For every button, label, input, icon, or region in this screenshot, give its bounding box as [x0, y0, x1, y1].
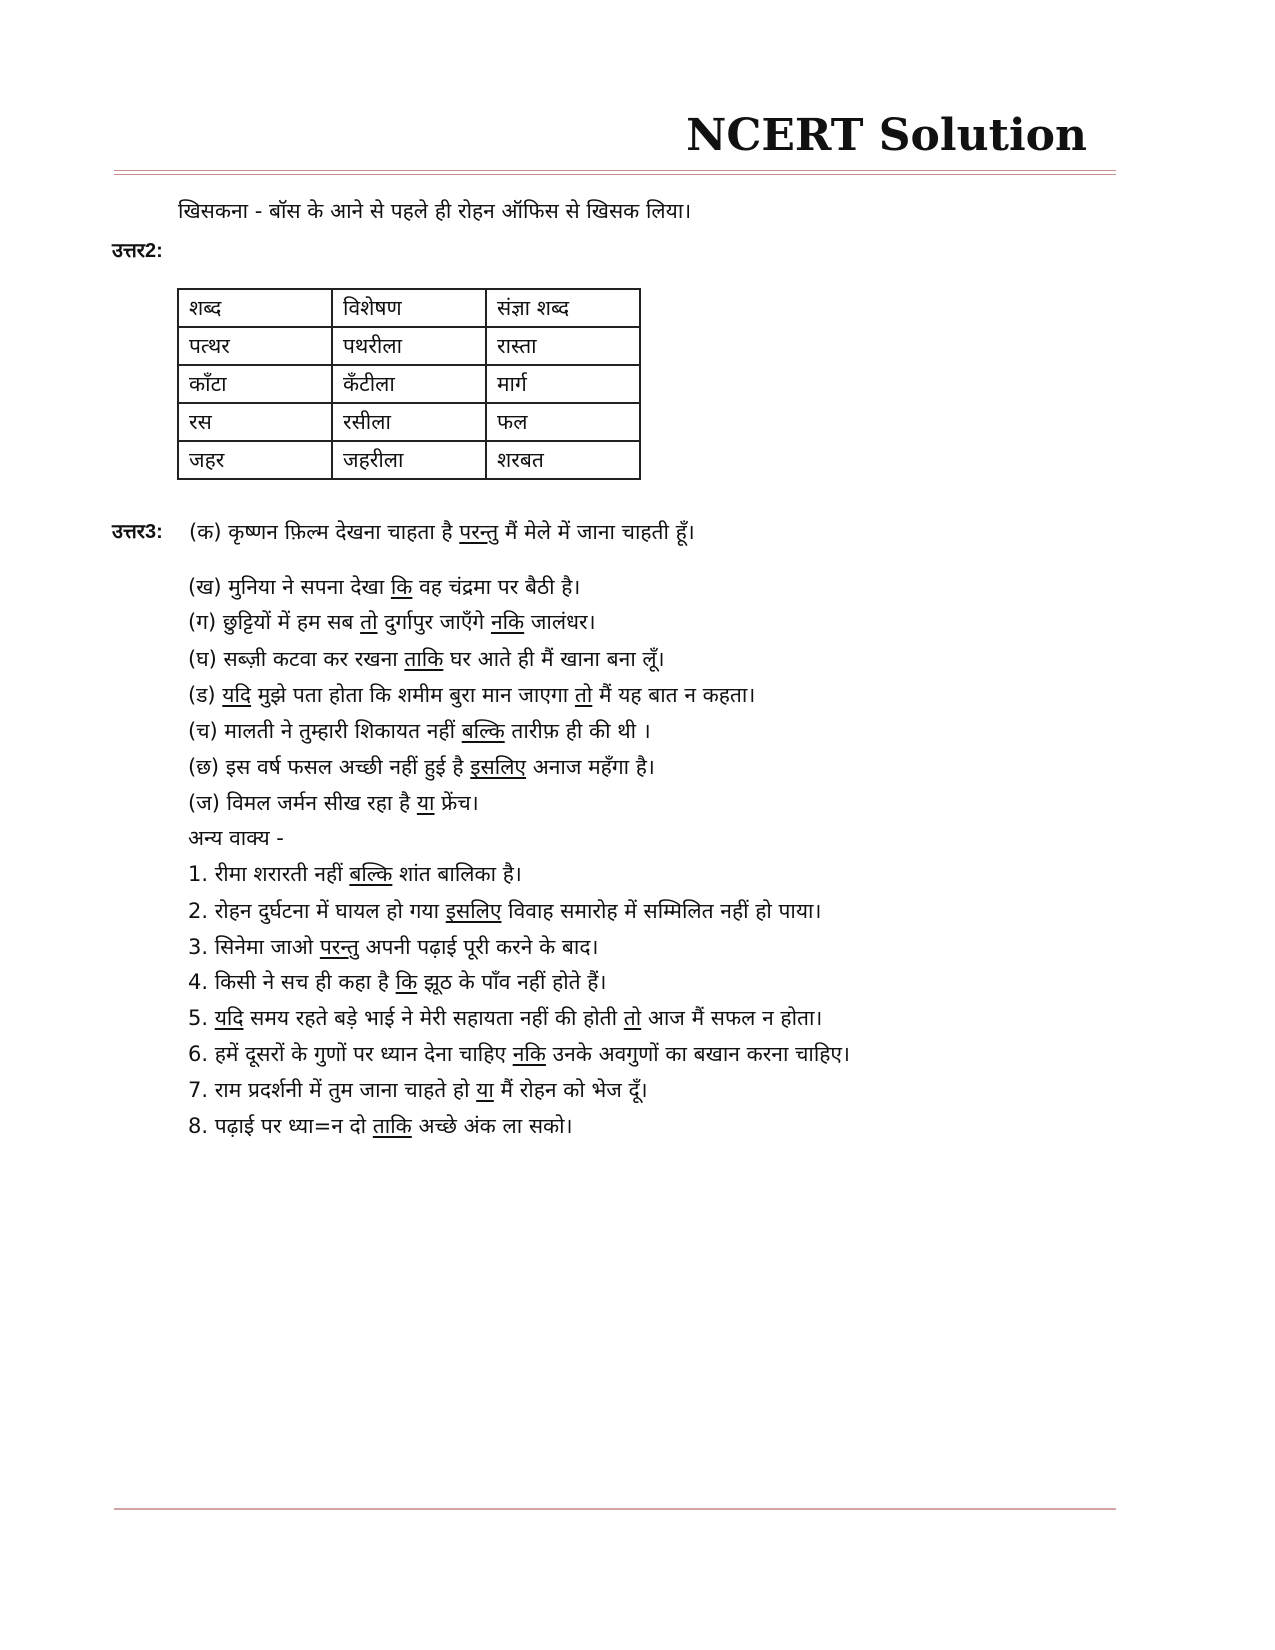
conjunction: परन्तु — [459, 520, 499, 544]
sentence-text: मैं रोहन को भेज दूँ। — [493, 1078, 648, 1102]
sentence-text: 4. किसी ने सच ही कहा है — [188, 970, 396, 994]
table-header-cell: विशेषण — [332, 289, 486, 327]
sentence-text: (ग) छुट्टियों में हम सब — [188, 610, 361, 634]
conjunction: बल्कि — [461, 719, 505, 743]
answer3-item — [188, 607, 596, 637]
other-sentence — [188, 1039, 850, 1069]
other-sentence — [188, 932, 598, 962]
sentence-text: 2. रोहन दुर्घटना में घायल हो गया — [188, 899, 446, 923]
table-row — [178, 365, 640, 403]
sentence-text: मैं मेले में जाना चाहती हूँ। — [498, 520, 695, 544]
sentence-text: (छ) इस वर्ष फसल अच्छी नहीं हुई है — [188, 755, 471, 779]
answer3-item — [188, 644, 665, 674]
intro-sentence: खिसकना - बॉस के आने से पहले ही रोहन ऑफिस से खिसक लिया। — [178, 199, 692, 223]
table-cell: रास्ता — [486, 327, 640, 365]
sentence-text: आज मैं सफल न होता। — [641, 1006, 823, 1030]
sentence-text: (ख) मुनिया ने सपना देखा — [188, 575, 391, 599]
conjunction: तो — [623, 1006, 642, 1030]
sentence-text: झूठ के पाँव नहीं होते हैं। — [417, 970, 607, 994]
table-cell: मार्ग — [486, 365, 640, 403]
conjunction: नकि — [490, 610, 525, 634]
sentence-text: (ज) विमल जर्मन सीख रहा है — [188, 791, 417, 815]
other-sentence — [188, 1111, 573, 1141]
sentence-text: अपनी पढ़ाई पूरी करने के बाद। — [358, 935, 599, 959]
table-cell: जहरीला — [332, 441, 486, 479]
conjunction: यदि — [222, 683, 252, 707]
conjunction: ताकि — [404, 647, 444, 671]
conjunction: इसलिए — [470, 755, 527, 779]
sentence-text: दुर्गापुर जाएँगे — [377, 610, 491, 634]
table-cell: पथरीला — [332, 327, 486, 365]
sentence-text: शांत बालिका है। — [392, 862, 522, 886]
table-row — [178, 327, 640, 365]
conjunction: कि — [390, 575, 413, 599]
answer3-item — [188, 572, 580, 602]
other-sentence — [188, 967, 606, 997]
conjunction: नकि — [512, 1042, 546, 1066]
sentence-text: वह चंद्रमा पर बैठी है। — [412, 575, 581, 599]
adjective-table — [177, 288, 641, 480]
sentence-text: 6. हमें दूसरों के गुणों पर ध्यान देना चाहिए — [188, 1042, 513, 1066]
table-cell: कँटीला — [332, 365, 486, 403]
other-sentence — [188, 1075, 648, 1105]
conjunction: या — [416, 791, 435, 815]
sentence-text: मुझे पता होता कि शमीम बुरा मान जाएगा — [251, 683, 575, 707]
conjunction: परन्तु — [319, 935, 359, 959]
sentence-text: 8. पढ़ाई पर ध्या=न दो — [188, 1114, 373, 1138]
table-cell: शरबत — [486, 441, 640, 479]
conjunction: तो — [360, 610, 378, 634]
sentence-text: घर आते ही मैं खाना बना लूँ। — [443, 647, 665, 671]
sentence-text: अच्छे अंक ला सको। — [411, 1114, 573, 1138]
sentence-text: 3. सिनेमा जाओ — [188, 935, 320, 959]
sentence-text: (च) मालती ने तुम्हारी शिकायत नहीं — [188, 719, 462, 743]
table-cell: रस — [178, 403, 332, 441]
conjunction: बल्कि — [349, 862, 393, 886]
conjunction: ताकि — [372, 1114, 412, 1138]
table-row — [178, 441, 640, 479]
answer3-item — [188, 752, 655, 782]
table-cell: जहर — [178, 441, 332, 479]
sentence-text: समय रहते बड़े भाई ने मेरी सहायता नहीं की होती — [243, 1006, 624, 1030]
table-cell: रसीला — [332, 403, 486, 441]
conjunction: या — [476, 1078, 494, 1102]
sentence-text: विवाह समारोह में सम्मिलित नहीं हो पाया। — [501, 899, 822, 923]
conjunction: कि — [395, 970, 418, 994]
conjunction: यदि — [214, 1006, 244, 1030]
answer3-item — [188, 788, 479, 818]
answer3-label: उत्तर3: — [112, 521, 163, 543]
other-sentence — [188, 1003, 822, 1033]
sentence-text: 7. राम प्रदर्शनी में तुम जाना चाहते हो — [188, 1078, 477, 1102]
other-sentence — [188, 859, 522, 889]
sentence-text: अनाज महँगा है। — [526, 755, 655, 779]
conjunction: इसलिए — [445, 899, 502, 923]
table-header-row — [178, 289, 640, 327]
answer3-item — [188, 716, 651, 746]
footer-divider — [114, 1508, 1116, 1510]
answer3-item — [188, 680, 755, 710]
sentence-text: (ड) — [188, 683, 223, 707]
conjunction: तो — [574, 683, 593, 707]
table-header-cell: संज्ञा शब्द — [486, 289, 640, 327]
header-divider-secondary — [114, 174, 1116, 175]
answer2-label: उत्तर2: — [112, 240, 163, 262]
table-cell: फल — [486, 403, 640, 441]
sentence-text: उनके अवगुणों का बखान करना चाहिए। — [545, 1042, 851, 1066]
sentence-text: जालंधर। — [524, 610, 596, 634]
table-cell: पत्थर — [178, 327, 332, 365]
sentence-text: 5. — [188, 1006, 215, 1030]
sentence-text: मैं यह बात न कहता। — [592, 683, 756, 707]
header-divider — [114, 170, 1116, 171]
table-cell: काँटा — [178, 365, 332, 403]
answer3-item — [189, 517, 695, 547]
sentence-text: तारीफ़ ही की थी । — [504, 719, 651, 743]
sentence-text: (घ) सब्ज़ी कटवा कर रखना — [188, 647, 405, 671]
sentence-text: फ्रेंच। — [434, 791, 479, 815]
other-sentences-heading: अन्य वाक्य - — [188, 826, 284, 850]
page-title: NCERT Solution — [686, 110, 1087, 161]
sentence-text: 1. रीमा शरारती नहीं — [188, 862, 350, 886]
table-row — [178, 403, 640, 441]
other-sentence — [188, 896, 821, 926]
sentence-text: (क) कृष्णन फ़िल्म देखना चाहता है — [189, 520, 460, 544]
table-header-cell: शब्द — [178, 289, 332, 327]
